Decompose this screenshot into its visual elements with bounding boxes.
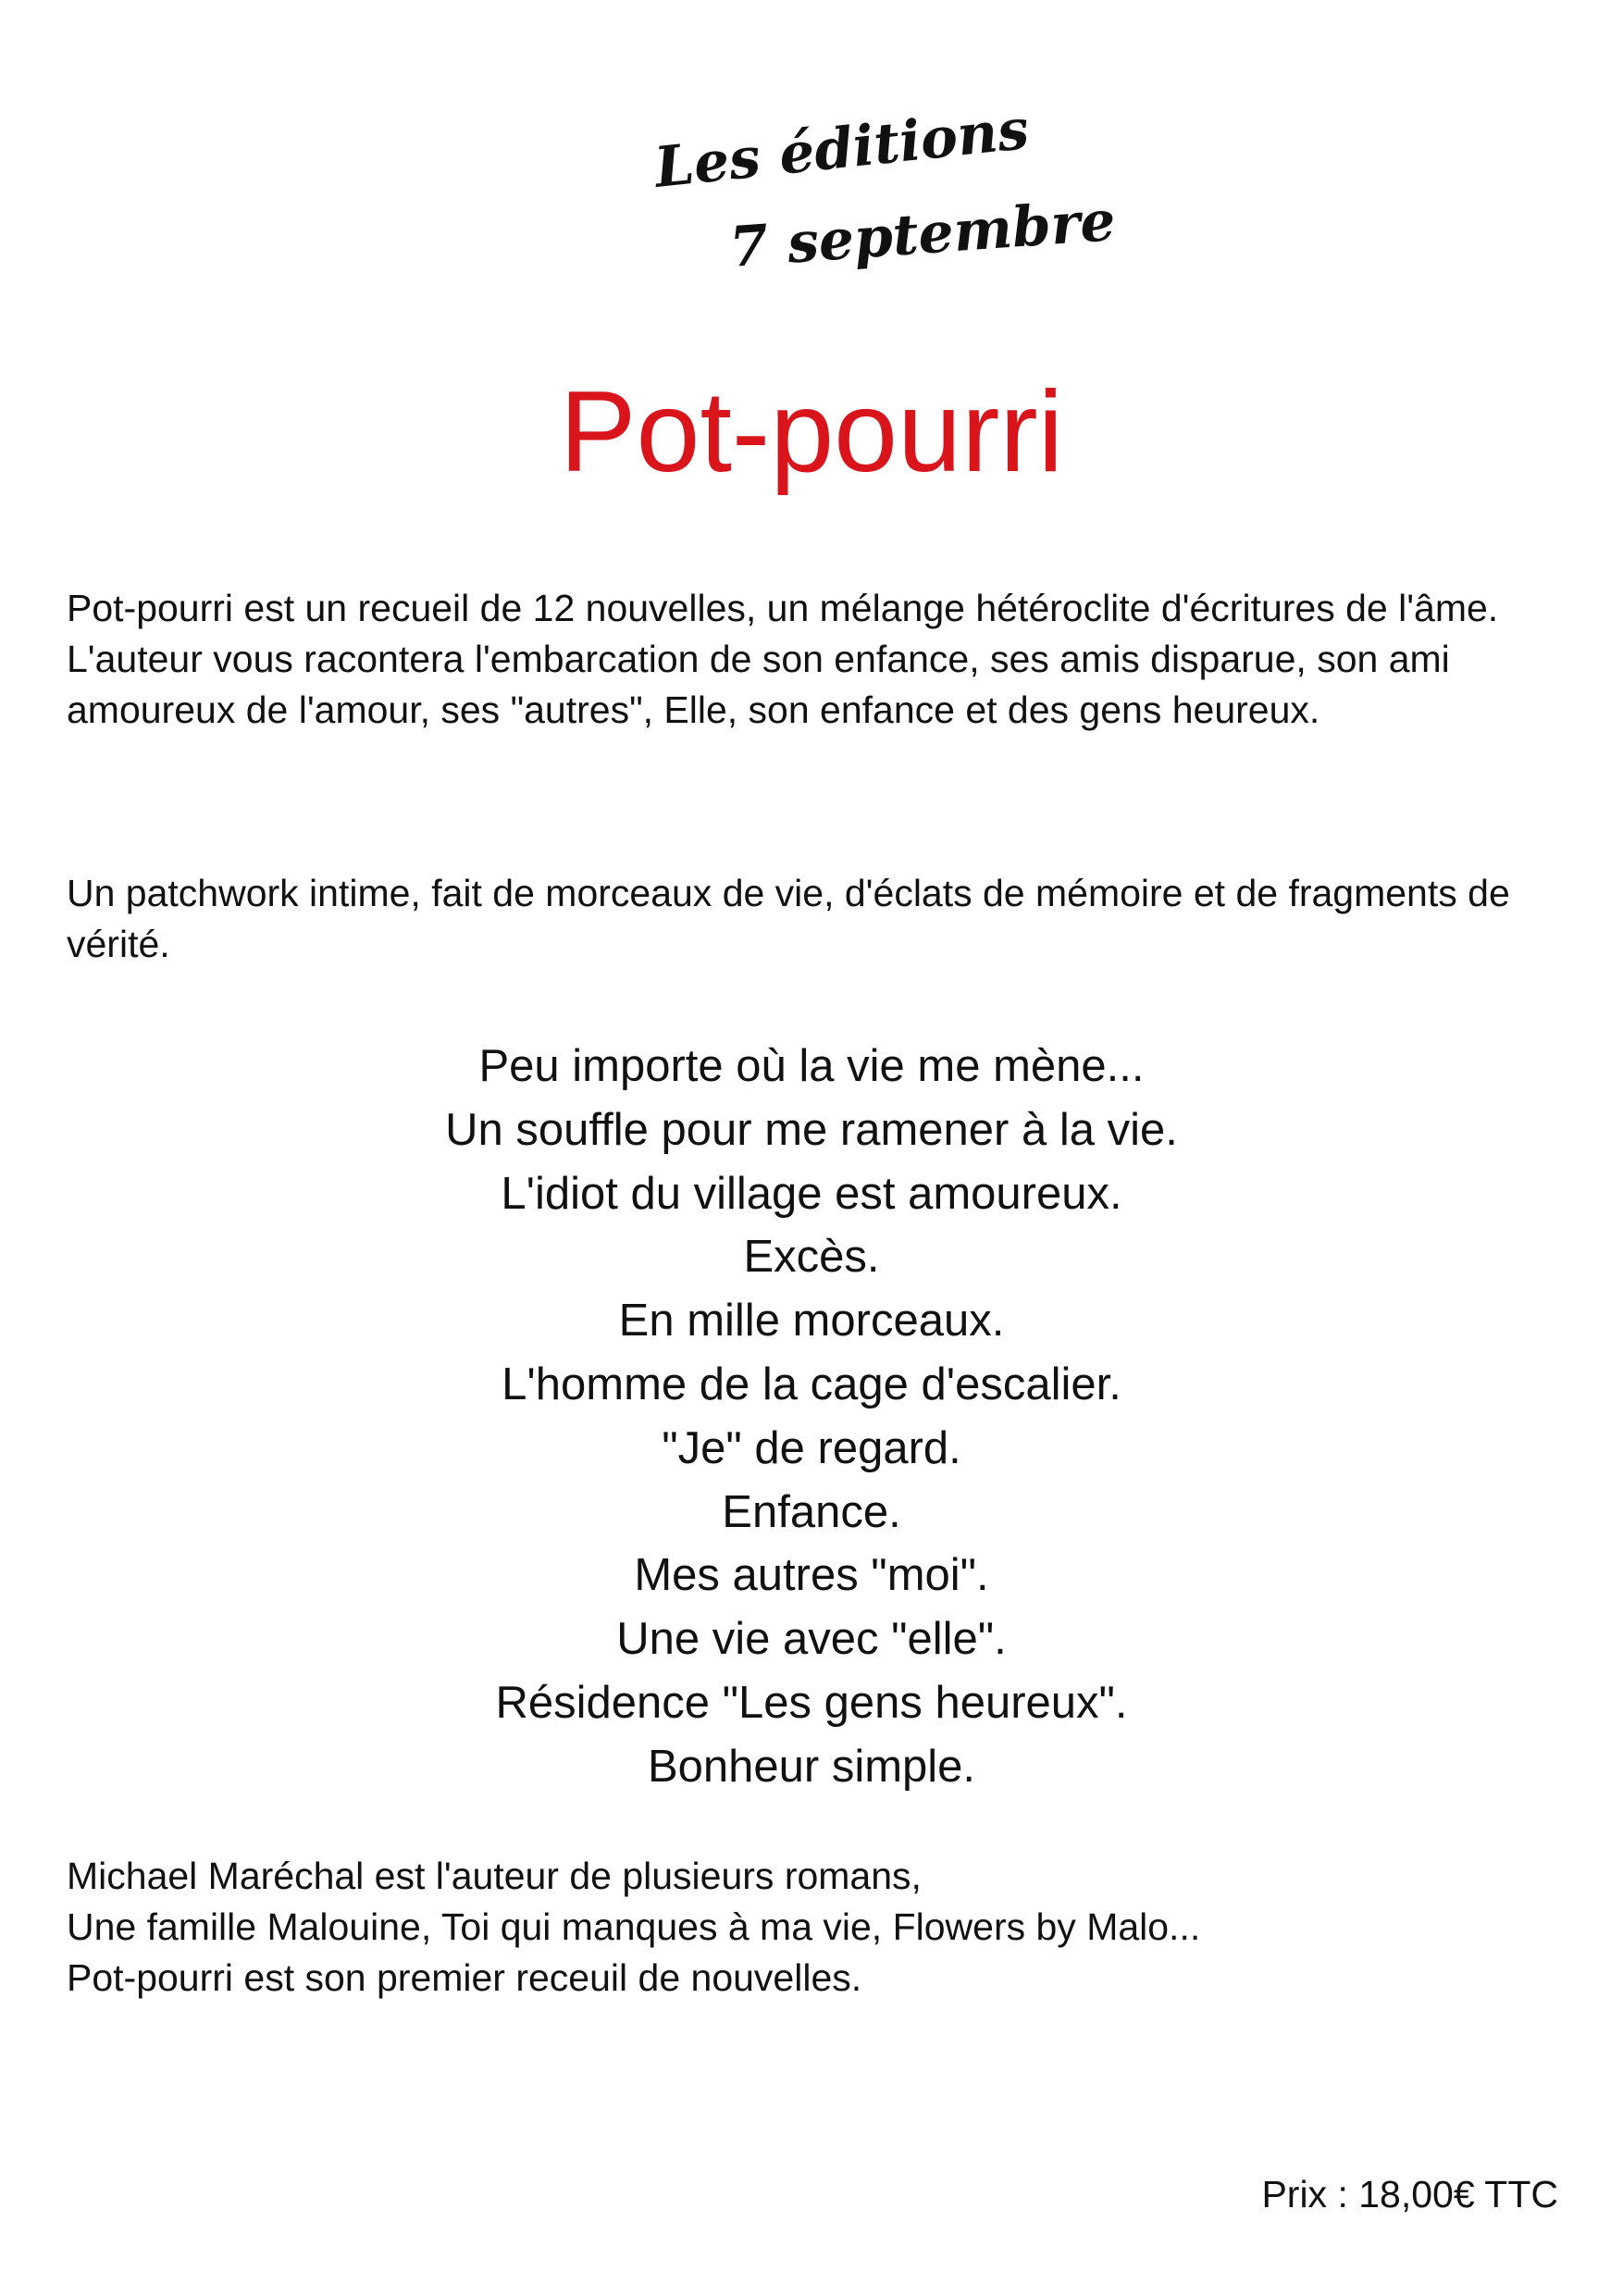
- patchwork-paragraph: Un patchwork intime, fait de morceaux de vie, d'éclats de mémoire et de fragments de vérité.: [67, 872, 1510, 965]
- story-list: [0, 1035, 1623, 1799]
- story-title: "Je" de regard.: [662, 1422, 961, 1473]
- publisher-logo: [648, 96, 1118, 305]
- story-title: L'idiot du village est amoureux.: [501, 1168, 1122, 1219]
- author-paragraph: [67, 1851, 1566, 2004]
- story-title: En mille morceaux.: [618, 1296, 1005, 1347]
- story-title: Mes autres "moi".: [634, 1550, 989, 1601]
- story-title: Un souffle pour me ramener à la vie.: [445, 1104, 1178, 1155]
- publisher-logo-svg: [648, 96, 1118, 305]
- author-line: Une famille Malouine, Toi qui manques à ma vie, Flowers by Malo...: [67, 1905, 1201, 1948]
- story-title: L'homme de la cage d'escalier.: [502, 1359, 1121, 1409]
- story-title: Bonheur simple.: [647, 1741, 976, 1792]
- story-title: Excès.: [743, 1232, 880, 1283]
- story-title: Résidence "Les gens heureux".: [495, 1677, 1128, 1728]
- publisher-logo-line2: 7 septembre: [727, 188, 1118, 280]
- price-label: Prix : 18,00€ TTC: [1261, 2173, 1558, 2215]
- book-title: Pot-pourri: [559, 368, 1064, 496]
- publisher-logo-line1: Les éditions: [651, 96, 1033, 201]
- author-line: Michael Maréchal est l'auteur de plusieurs romans,: [67, 1855, 922, 1897]
- intro-paragraph: Pot-pourri est un recueil de 12 nouvelles, un mélange hétéroclite d'écritures de l'âme. L'auteur vous racontera l'embarcation de son enfance, ses amis disparue, son ami amoureux de l'amour, ses "autres", Elle, son enfance et des gens heureux.: [67, 587, 1499, 731]
- author-line: Pot-pourri est son premier receuil de nouvelles.: [67, 1956, 862, 1999]
- story-title: Peu importe où la vie me mène...: [478, 1041, 1145, 1091]
- story-title: Une vie avec "elle".: [616, 1614, 1007, 1665]
- story-title: Enfance.: [722, 1486, 901, 1537]
